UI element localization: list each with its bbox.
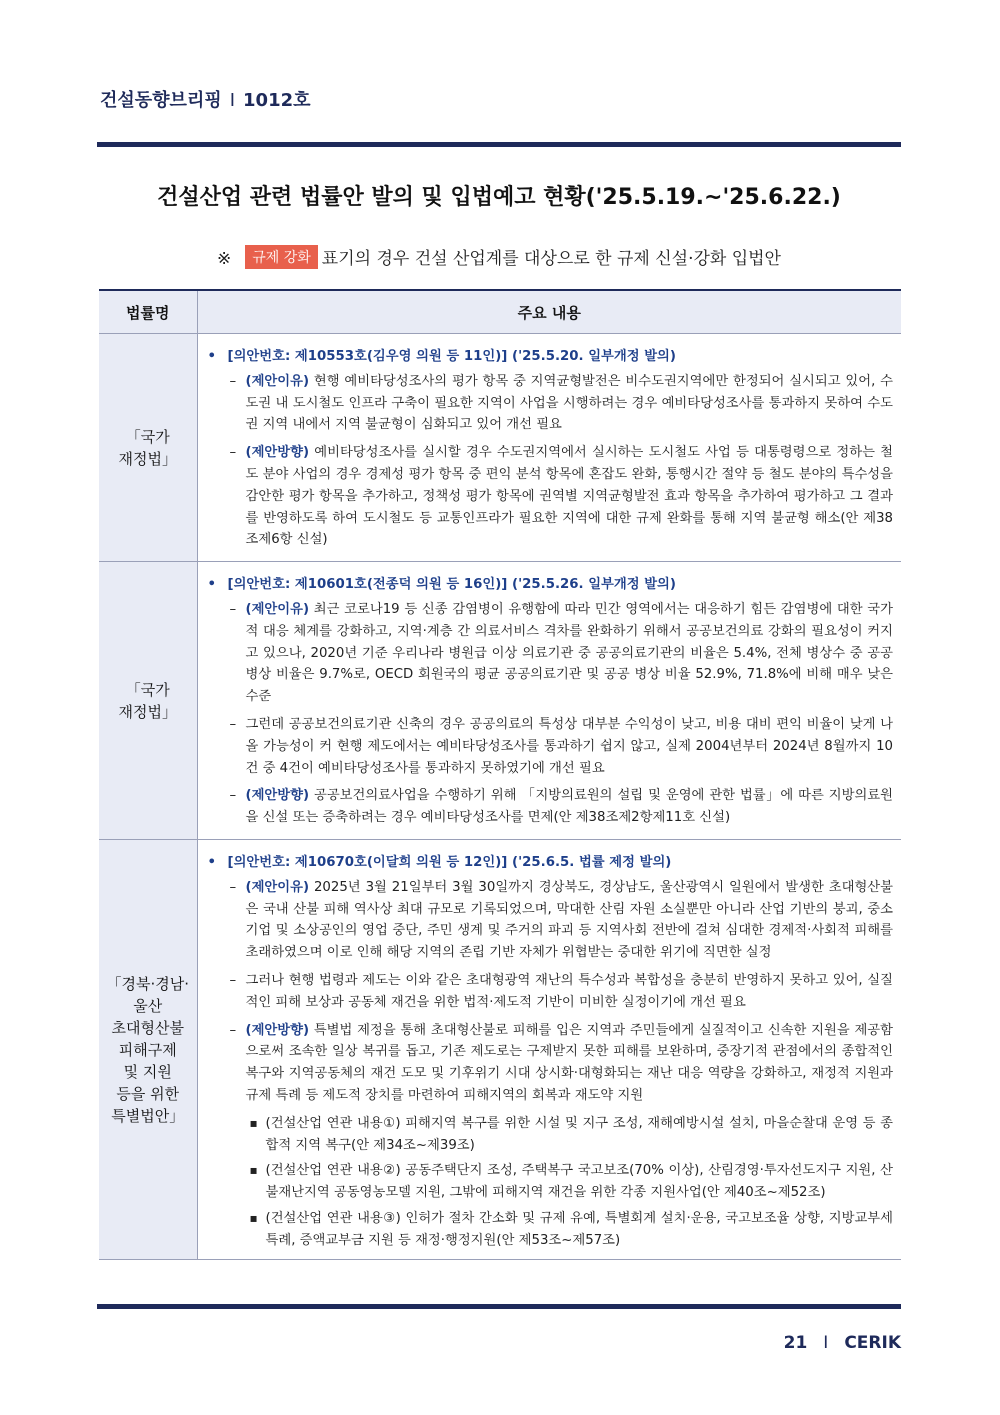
issue-number: 1012호 [243,90,311,111]
bill-info: • [의안번호: 제10553호(김우영 의원 등 11인)] ('25.5.20. 일부개정 발의) [206,346,894,368]
legend-note [97,244,901,269]
publication-name: 건설동향브리핑 [100,90,222,111]
content-cell [197,334,901,562]
bill-info: • [의안번호: 제10601호(전종덕 의원 등 16인)] ('25.5.26. 일부개정 발의) [206,574,894,596]
sub-item: ▪ (건설산업 연관 내용②) 공동주택단지 조성, 주택복구 국고보조(70% 이상), 산림경영·투자선도지구 지원, 산불재난지역 공동영농모델 지원, 그밖에 피해지역 재건을 위한 각종 지원사업(안 제40조~제52조) [206,1160,894,1204]
list-item: – 그러나 현행 법령과 제도는 이와 같은 초대형광역 재난의 특수성과 복합성을 충분히 반영하지 못하고 있어, 실질적인 피해 보상과 공동체 재건을 위한 법적·제도적 기반이 미비한 실정이기에 개선 필요 [206,970,894,1014]
list-item: – (제안방향) 예비타당성조사를 실시할 경우 수도권지역에서 실시하는 도시철도 사업 등 대통령령으로 정하는 철도 분야 사업의 경우 경제성 평가 항목 중 편익 분석 항목에 혼잡도 완화, 통행시간 절약 등 철도 분야의 특수성을 감안한 평가 항목을 추가하고, 정책성 평가 항목에 권역별 지역균형발전 효과 항목을 추가하여 평가하고 그 결과를 반영하도록 하여 도시철도 등 교통인프라가 필요한 지역에 대한 규제 완화를 통해 지역 불균형 해소(안 제38조제6항 신설) [206,442,894,551]
law-name-cell: 「국가 재정법」 [99,562,197,840]
sub-item: ▪ (건설산업 연관 내용①) 피해지역 복구를 위한 시설 및 지구 조성, 재해예방시설 설치, 마을순찰대 운영 등 종합적 지역 복구(안 제34조~제39조) [206,1113,894,1157]
content-cell [197,562,901,840]
bottom-divider [97,1304,901,1309]
content-cell [197,839,901,1260]
law-name-cell: 「경북·경남· 울산 초대형산불 피해구제 및 지원 등을 위한 특별법안」 [99,839,197,1260]
page-title: 건설산업 관련 법률안 발의 및 입법예고 현황('25.5.19.~'25.6.22.) [157,185,841,210]
note-text: 표기의 경우 건설 산업계를 대상으로 한 규제 신설·강화 입법안 [321,249,781,269]
col-header-content: 주요 내용 [197,290,901,334]
regulation-tag: 규제 강화 [245,245,318,269]
list-item: – (제안방향) 공공보건의료사업을 수행하기 위해 「지방의료원의 설립 및 운영에 관한 법률」에 따른 지방의료원을 신설 또는 증축하려는 경우 예비타당성조사를 면제(안 제38조제2항제11호 신설) [206,785,894,829]
table-header-row [99,290,901,334]
organization-name: CERIK [844,1333,901,1353]
table-row [99,562,901,840]
col-header-law-name: 법률명 [99,290,197,334]
list-item: – (제안방향) 특별법 제정을 통해 초대형산불로 피해를 입은 지역과 주민들에게 실질적이고 신속한 지원을 제공함으로써 조속한 일상 복귀를 돕고, 기존 제도로는 구제받지 못한 피해를 보완하며, 중장기적 관점에서의 종합적인 복구와 지역공동체의 재건 도모 및 기후위기 시대 상시화·대형화되는 재난 대응 역량을 강화하고, 재정적 지원과 규제 특례 등 제도적 장치를 마련하여 피해지역의 회복과 재도약 지원 [206,1020,894,1107]
bill-info: • [의안번호: 제10670호(이달희 의원 등 12인)] ('25.6.5. 법률 제정 발의) [206,852,894,874]
page-header [100,86,311,112]
page-number: 21 [783,1333,808,1353]
sub-item: ▪ (건설산업 연관 내용③) 인허가 절차 간소화 및 규제 유예, 특별회계 설치·운용, 국고보조율 상향, 지방교부세 특례, 증액교부금 지원 등 재정·행정지원(안 제53조~제57조) [206,1208,894,1252]
footer-separator: I [823,1333,829,1353]
table-row [99,334,901,562]
list-item: – (제안이유) 현행 예비타당성조사의 평가 항목 중 지역균형발전은 비수도권지역에만 한정되어 실시되고 있어, 수도권 내 도시철도 인프라 구축이 필요한 지역이 사업을 시행하려는 경우 예비타당성조사를 통과하지 못하여 수도권 지역 내에서 지역 불균형이 심화되고 있어 개선 필요 [206,371,894,436]
list-item: – (제안이유) 2025년 3월 21일부터 3월 30일까지 경상북도, 경상남도, 울산광역시 일원에서 발생한 초대형산불은 국내 산불 피해 역사상 최대 규모로 기록되었으며, 막대한 산림 자원 소실뿐만 아니라 산업 기반의 붕괴, 중소기업 및 소상공인의 영업 중단, 주민 생계 및 주거의 파괴 등 지역사회 전반에 걸쳐 심대한 경제적·사회적 피해를 초래하였으며 이로 인해 해당 지역의 존립 기반 자체가 위협받는 중대한 위기에 직면한 실정 [206,877,894,964]
table-row [99,839,901,1260]
page-footer [784,1333,901,1353]
law-name-cell: 「국가 재정법」 [99,334,197,562]
bills-table [99,289,901,1260]
list-item: – 그런데 공공보건의료기관 신축의 경우 공공의료의 특성상 대부분 수익성이 낮고, 비용 대비 편익 비율이 낮게 나올 가능성이 커 현행 제도에서는 예비타당성조사를 통과하기 쉽지 않고, 실제 2004년부터 2024년 8월까지 10건 중 4건이 예비타당성조사를 통과하지 못하였기에 개선 필요 [206,714,894,779]
list-item: – (제안이유) 최근 코로나19 등 신종 감염병이 유행함에 따라 민간 영역에서는 대응하기 힘든 감염병에 대한 국가적 대응 체계를 강화하고, 지역·계층 간 의료서비스 격차를 완화하기 위해서 공공보건의료 강화의 필요성이 커지고 있으나, 2020년 기준 우리나라 병원급 이상 의료기관 중 공공의료기관의 비율은 5.4%, 전체 병상수 중 공공 병상 비율은 9.7%로, OECD 회원국의 평균 공공의료기관 및 공공 병상 비율 52.9%, 71.8%에 비해 매우 낮은 수준 [206,599,894,708]
top-divider [97,142,901,147]
note-mark: ※ [217,249,232,269]
header-separator: I [229,90,236,111]
